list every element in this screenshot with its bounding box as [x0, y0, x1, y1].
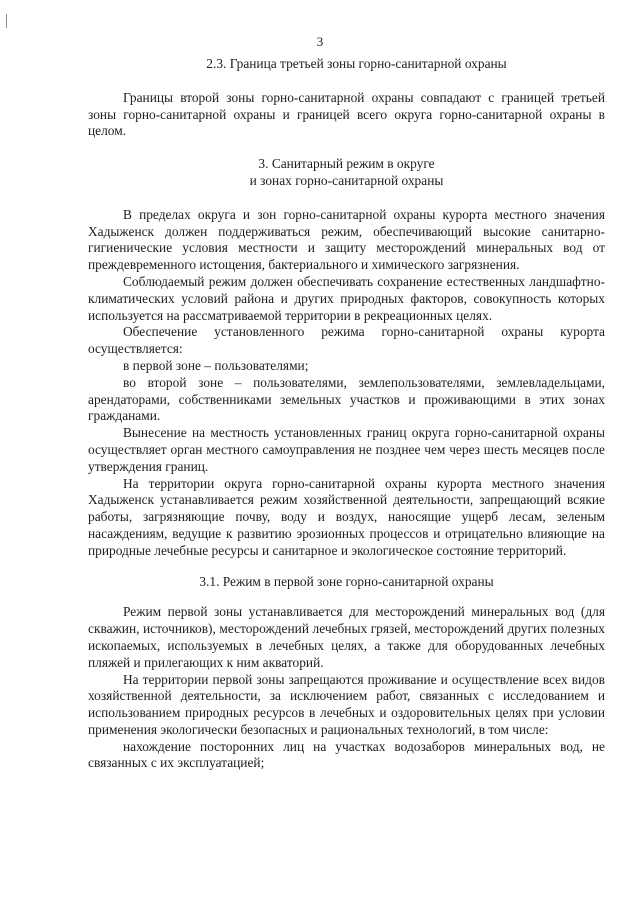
section-3-paragraph-5: во второй зоне – пользователями, землепользователями, землевладельцами, арендаторами, собственниками земельных участков и проживающими в этих зонах гражданами.	[88, 374, 605, 424]
section-3-1-paragraph-3: нахождение посторонних лиц на участках водозаборов минеральных вод, не связанных с их эксплуатацией;	[88, 738, 605, 771]
section-3-paragraph-3: Обеспечение установленного режима горно-санитарной охраны курорта осуществляется:	[88, 324, 605, 357]
document-body	[88, 56, 605, 772]
section-3-1-paragraph-2: На территории первой зоны запрещаются проживание и осуществление всех видов хозяйственной деятельности, за исключением работ, связанных с исследованием и использованием природных ресурсов в лечебных и оздоровительных целях при условии применения экологически безопасных и рациональных технологий, в том числе:	[88, 671, 605, 737]
section-3-paragraph-2: Соблюдаемый режим должен обеспечивать сохранение естественных ландшафтно-климатических условий района и других природных факторов, совокупность которых используется на рассматриваемой территории в рекреационных целях.	[88, 273, 605, 323]
section-3-heading	[88, 156, 605, 190]
section-3-heading-line-2: и зонах горно-санитарной охраны	[249, 172, 444, 188]
section-3-paragraph-6: Вынесение на местность установленных границ округа горно-санитарной охраны осуществляет орган местного самоуправления не позднее чем через шесть месяцев после утверждения границ.	[88, 425, 605, 474]
section-3-heading-line-1: 3. Санитарный режим в округе	[258, 156, 435, 172]
section-3-paragraph-1: В пределах округа и зон горно-санитарной охраны курорта местного значения Хадыженск должен поддерживаться режим, обеспечивающий высокие санитарно-гигиенические условия местности и защиту месторождений минеральных вод от преждевременного истощения, бактериального и химического загрязнения.	[88, 206, 605, 273]
section-3-1-heading: 3.1. Режим в первой зоне горно-санитарной охраны	[199, 573, 494, 589]
section-3-1-paragraph-1: Режим первой зоны устанавливается для месторождений минеральных вод (для скважин, источников), месторождений лечебных грязей, месторождений других полезных ископаемых, используемых в лечебных целях, а также для оборудованных лечебных пляжей и прилегающих к ним акваторий.	[88, 604, 605, 670]
scan-edge-mark	[6, 14, 7, 28]
section-3-paragraph-7: На территории округа горно-санитарной охраны курорта местного значения Хадыженск устанавливается режим хозяйственной деятельности, запрещающий всякие работы, загрязняющие почву, воду и воздух, наносящие ущерб лесам, зеленым насаждениям, ведущие к развитию эрозионных процессов и отрицательно влияющие на природные лечебные ресурсы и санитарное и экологическое состояние территорий.	[88, 475, 605, 558]
section-2-3-heading: 2.3. Граница третьей зоны горно-санитарной охраны	[206, 56, 507, 71]
page-number: 3	[316, 34, 324, 49]
section-2-3-paragraph-1: Границы второй зоны горно-санитарной охраны совпадают с границей третьей зоны горно-санитарной охраны и границей всего округа горно-санитарной охраны в целом.	[88, 89, 605, 139]
section-3-paragraph-4: в первой зоне – пользователями;	[123, 357, 309, 373]
